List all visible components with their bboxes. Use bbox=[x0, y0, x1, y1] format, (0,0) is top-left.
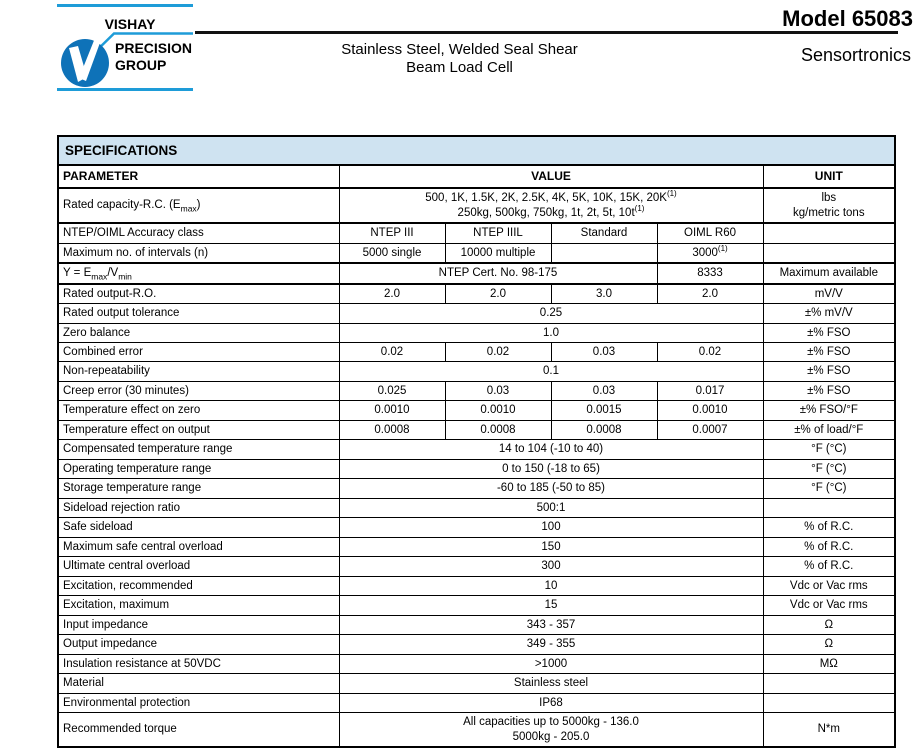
unit-cell: ±% FSO bbox=[763, 381, 895, 400]
parameter-cell: Input impedance bbox=[58, 615, 339, 634]
unit-cell: Vdc or Vac rms bbox=[763, 576, 895, 595]
unit-cell bbox=[763, 693, 895, 712]
parameter-cell: Insulation resistance at 50VDC bbox=[58, 654, 339, 673]
spec-row bbox=[58, 635, 895, 654]
parameter-cell: Recommended torque bbox=[58, 713, 339, 747]
value-cell: 100 bbox=[339, 518, 763, 537]
unit-cell: ±% FSO bbox=[763, 342, 895, 361]
unit-cell bbox=[763, 243, 895, 263]
value-cell: Stainless steel bbox=[339, 674, 763, 693]
parameter-cell: Zero balance bbox=[58, 323, 339, 342]
unit-cell bbox=[763, 498, 895, 517]
value-cell: 0.0008 bbox=[445, 420, 551, 439]
spec-row bbox=[58, 323, 895, 342]
parameter-cell: Excitation, maximum bbox=[58, 596, 339, 615]
parameter-cell: Ultimate central overload bbox=[58, 557, 339, 576]
column-header-parameter: PARAMETER bbox=[58, 165, 339, 188]
value-cell: 8333 bbox=[657, 263, 763, 283]
parameter-cell: Output impedance bbox=[58, 635, 339, 654]
unit-cell bbox=[763, 223, 895, 243]
spec-row bbox=[58, 576, 895, 595]
subtitle-line-1: Stainless Steel, Welded Seal Shear bbox=[341, 41, 578, 58]
table-column-header-row bbox=[58, 165, 895, 188]
unit-cell: °F (°C) bbox=[763, 440, 895, 459]
spec-row bbox=[58, 537, 895, 556]
spec-row bbox=[58, 693, 895, 712]
spec-row bbox=[58, 243, 895, 263]
spec-row bbox=[58, 188, 895, 223]
value-cell: OIML R60 bbox=[657, 223, 763, 243]
parameter-cell: Rated capacity-R.C. $(E_{max})$ bbox=[58, 188, 339, 223]
parameter-cell: Maximum no. of intervals (n) bbox=[58, 243, 339, 263]
spec-row bbox=[58, 342, 895, 361]
spec-row bbox=[58, 420, 895, 439]
logo-precision-text: PRECISION bbox=[115, 40, 193, 56]
value-cell: 3.0 bbox=[551, 284, 657, 304]
column-header-value: VALUE bbox=[339, 165, 763, 188]
spec-row bbox=[58, 615, 895, 634]
value-cell: 5000 single bbox=[339, 243, 445, 263]
spec-row bbox=[58, 440, 895, 459]
table-title-row bbox=[58, 136, 895, 165]
company-name: Sensortronics bbox=[800, 45, 911, 65]
value-cell: 2.0 bbox=[445, 284, 551, 304]
value-cell: NTEP Cert. No. 98-175 bbox=[339, 263, 657, 283]
value-cell: 0.017 bbox=[657, 381, 763, 400]
parameter-cell: Temperature effect on zero bbox=[58, 401, 339, 420]
value-cell bbox=[551, 243, 657, 263]
parameter-cell: Excitation, recommended bbox=[58, 576, 339, 595]
unit-cell: °F (°C) bbox=[763, 459, 895, 478]
value-cell: 150 bbox=[339, 537, 763, 556]
value-cell: 0.03 bbox=[551, 381, 657, 400]
unit-cell: Maximum available bbox=[763, 263, 895, 283]
value-cell: 0.25 bbox=[339, 304, 763, 323]
spec-row bbox=[58, 654, 895, 673]
value-cell: 0.0015 bbox=[551, 401, 657, 420]
value-cell: 0.025 bbox=[339, 381, 445, 400]
spec-row bbox=[58, 713, 895, 747]
value-cell: 2.0 bbox=[339, 284, 445, 304]
spec-row bbox=[58, 223, 895, 243]
unit-cell: °F (°C) bbox=[763, 479, 895, 498]
spec-row bbox=[58, 284, 895, 304]
parameter-cell: Sideload rejection ratio bbox=[58, 498, 339, 517]
value-cell: 300 bbox=[339, 557, 763, 576]
parameter-cell: Safe sideload bbox=[58, 518, 339, 537]
unit-cell bbox=[763, 674, 895, 693]
logo-group-text: GROUP bbox=[115, 57, 167, 73]
unit-cell: Ω bbox=[763, 615, 895, 634]
unit-cell: % of R.C. bbox=[763, 518, 895, 537]
spec-row bbox=[58, 518, 895, 537]
parameter-cell: NTEP/OIML Accuracy class bbox=[58, 223, 339, 243]
spec-row bbox=[58, 362, 895, 381]
unit-cell: ±% FSO bbox=[763, 362, 895, 381]
parameter-cell: Rated output-R.O. bbox=[58, 284, 339, 304]
parameter-cell: Combined error bbox=[58, 342, 339, 361]
value-cell: 0 to 150 (-18 to 65) bbox=[339, 459, 763, 478]
parameter-cell: Rated output tolerance bbox=[58, 304, 339, 323]
value-cell: 0.0010 bbox=[657, 401, 763, 420]
parameter-cell: Compensated temperature range bbox=[58, 440, 339, 459]
spec-row bbox=[58, 401, 895, 420]
value-cell: 343 - 357 bbox=[339, 615, 763, 634]
spec-row bbox=[58, 459, 895, 478]
value-cell: NTEP III bbox=[339, 223, 445, 243]
unit-cell: N*m bbox=[763, 713, 895, 747]
value-cell: Standard bbox=[551, 223, 657, 243]
parameter-cell: Environmental protection bbox=[58, 693, 339, 712]
parameter-cell: Creep error (30 minutes) bbox=[58, 381, 339, 400]
value-cell: 10000 multiple bbox=[445, 243, 551, 263]
value-cell: 0.02 bbox=[657, 342, 763, 361]
value-cell: 0.03 bbox=[551, 342, 657, 361]
value-cell: 2.0 bbox=[657, 284, 763, 304]
unit-cell: % of R.C. bbox=[763, 557, 895, 576]
column-header-unit: UNIT bbox=[763, 165, 895, 188]
value-cell: NTEP IIIL bbox=[445, 223, 551, 243]
spec-row bbox=[58, 596, 895, 615]
model-title: Model 65083 bbox=[782, 6, 913, 31]
spec-row bbox=[58, 674, 895, 693]
spec-row bbox=[58, 479, 895, 498]
unit-cell: Ω bbox=[763, 635, 895, 654]
value-cell: -60 to 185 (-50 to 85) bbox=[339, 479, 763, 498]
specifications-table bbox=[57, 135, 896, 748]
spec-row bbox=[58, 263, 895, 283]
value-cell: 0.1 bbox=[339, 362, 763, 381]
parameter-cell: Temperature effect on output bbox=[58, 420, 339, 439]
value-cell: >1000 bbox=[339, 654, 763, 673]
unit-cell: ±% of load/°F bbox=[763, 420, 895, 439]
value-cell: 1.0 bbox=[339, 323, 763, 342]
value-cell: IP68 bbox=[339, 693, 763, 712]
unit-cell: MΩ bbox=[763, 654, 895, 673]
value-cell: 10 bbox=[339, 576, 763, 595]
unit-cell: mV/V bbox=[763, 284, 895, 304]
unit-cell: lbs kg/metric tons bbox=[763, 188, 895, 223]
value-cell: 0.02 bbox=[339, 342, 445, 361]
value-cell: 0.03 bbox=[445, 381, 551, 400]
subtitle-line-2: Beam Load Cell bbox=[406, 59, 513, 76]
product-subtitle bbox=[0, 41, 919, 77]
parameter-cell: Operating temperature range bbox=[58, 459, 339, 478]
unit-cell: % of R.C. bbox=[763, 537, 895, 556]
header-rule bbox=[195, 31, 898, 34]
value-cell: 15 bbox=[339, 596, 763, 615]
logo-bottom-line bbox=[57, 88, 193, 91]
value-cell: 3000$^{(1)}$ bbox=[657, 243, 763, 263]
parameter-cell: Storage temperature range bbox=[58, 479, 339, 498]
value-cell: 500:1 bbox=[339, 498, 763, 517]
value-cell: 349 - 355 bbox=[339, 635, 763, 654]
value-cell: 0.0008 bbox=[339, 420, 445, 439]
value-cell: 500, 1K, 1.5K, 2K, 2.5K, 4K, 5K, 10K, 15K, $20K^{(1)}$ 250kg, 500kg, 750kg, 1t, 2t, 5t, $10t^{(1)}$ bbox=[339, 188, 763, 223]
value-cell: 0.0008 bbox=[551, 420, 657, 439]
value-cell: 0.0010 bbox=[339, 401, 445, 420]
parameter-cell: $Y = E_{max}/V_{min}$ bbox=[58, 263, 339, 283]
spec-row bbox=[58, 381, 895, 400]
spec-row bbox=[58, 498, 895, 517]
value-cell: All capacities up to 5000kg - 136.0 5000kg - 205.0 bbox=[339, 713, 763, 747]
value-cell: 0.02 bbox=[445, 342, 551, 361]
logo-top-line bbox=[57, 4, 193, 7]
parameter-cell: Material bbox=[58, 674, 339, 693]
parameter-cell: Non-repeatability bbox=[58, 362, 339, 381]
unit-cell: ±% mV/V bbox=[763, 304, 895, 323]
value-cell: 0.0007 bbox=[657, 420, 763, 439]
value-cell: 14 to 104 (-10 to 40) bbox=[339, 440, 763, 459]
parameter-cell: Maximum safe central overload bbox=[58, 537, 339, 556]
spec-row bbox=[58, 304, 895, 323]
spec-row bbox=[58, 557, 895, 576]
unit-cell: ±% FSO bbox=[763, 323, 895, 342]
unit-cell: ±% FSO/°F bbox=[763, 401, 895, 420]
logo-vishay-text: VISHAY bbox=[104, 16, 156, 32]
table-title: SPECIFICATIONS bbox=[58, 136, 895, 165]
value-cell: 0.0010 bbox=[445, 401, 551, 420]
unit-cell: Vdc or Vac rms bbox=[763, 596, 895, 615]
